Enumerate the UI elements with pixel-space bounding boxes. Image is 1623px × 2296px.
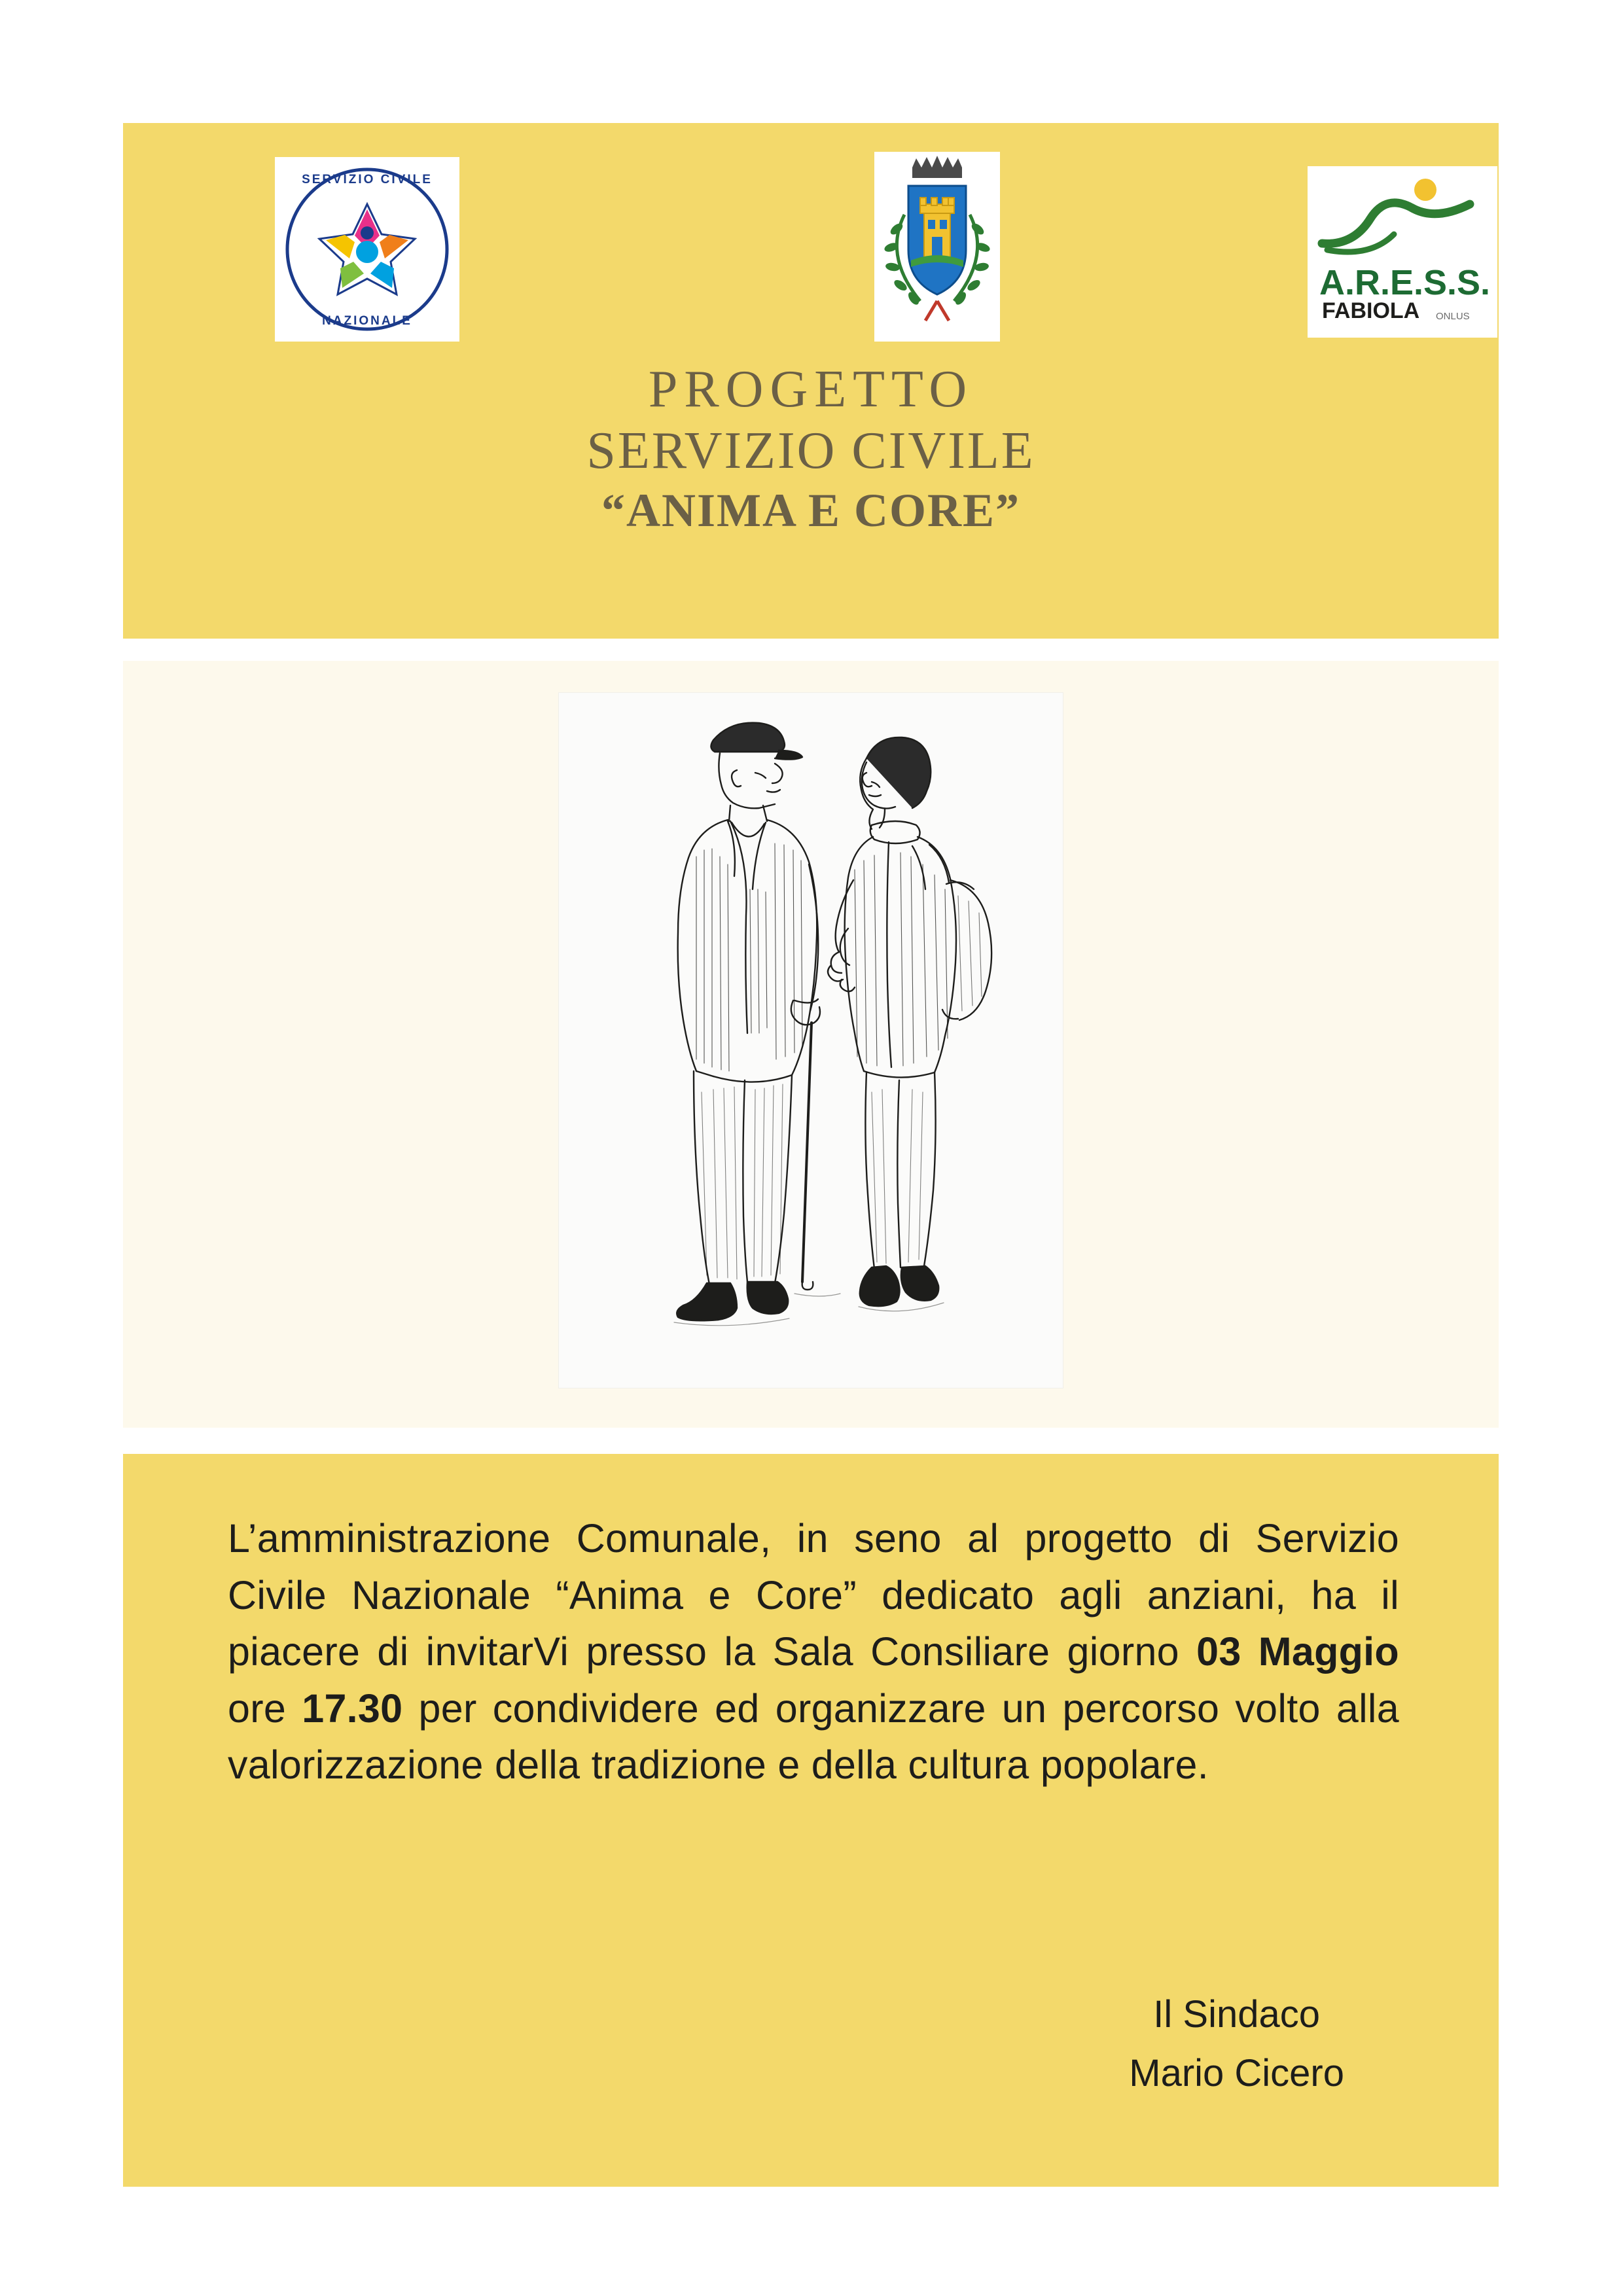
aress-logo-graphic <box>1308 166 1497 338</box>
coat-of-arms-graphic <box>874 152 1000 342</box>
servizio-civile-nazionale-logo <box>275 157 459 342</box>
paragraph-part-1: L’amministrazione Comunale, in seno al progetto di Servizio Civile Nazionale “Anima e Core” dedicato agli anziani, ha il piacere di invitarVi presso la Sala Consiliare giorno <box>228 1516 1399 1674</box>
fabiola-logo-text: FABIOLA <box>1322 298 1420 323</box>
logo-row <box>123 157 1499 347</box>
event-date: 03 Maggio <box>1196 1629 1399 1674</box>
scn-logo-text-bottom: NAZIONALE <box>322 314 412 328</box>
signature-name: Mario Cicero <box>1129 2052 1344 2095</box>
title-line-servizio-civile: SERVIZIO CIVILE <box>586 422 1035 480</box>
aress-logo-text: A.R.E.S.S. <box>1319 263 1491 302</box>
signature-block <box>1129 1985 1344 2103</box>
signature-role: Il Sindaco <box>1153 1993 1320 2036</box>
scn-logo-text-top: SERVIZIO CIVILE <box>302 173 433 186</box>
onlus-logo-text: ONLUS <box>1436 311 1470 322</box>
aress-fabiola-logo <box>1308 166 1497 338</box>
title-line-progetto: PROGETTO <box>648 361 974 418</box>
body-band <box>123 1454 1499 2187</box>
event-time: 17.30 <box>302 1686 403 1731</box>
paragraph-part-2: ore <box>228 1686 302 1731</box>
title-line-anima-e-core: “ANIMA E CORE” <box>601 484 1021 537</box>
scn-logo-graphic <box>275 157 459 342</box>
poster-title <box>123 359 1499 540</box>
illustration-band <box>123 661 1499 1428</box>
invitation-paragraph <box>228 1510 1399 1793</box>
paragraph-part-3: per condividere ed organizzare un percorso volto alla valorizzazione della tradizione e della cultura popolare. <box>228 1686 1400 1788</box>
elderly-man-and-girl-drawing <box>559 693 1063 1388</box>
header-band <box>123 123 1499 639</box>
illustration-image <box>558 692 1063 1388</box>
comune-coat-of-arms-logo <box>874 152 1000 342</box>
